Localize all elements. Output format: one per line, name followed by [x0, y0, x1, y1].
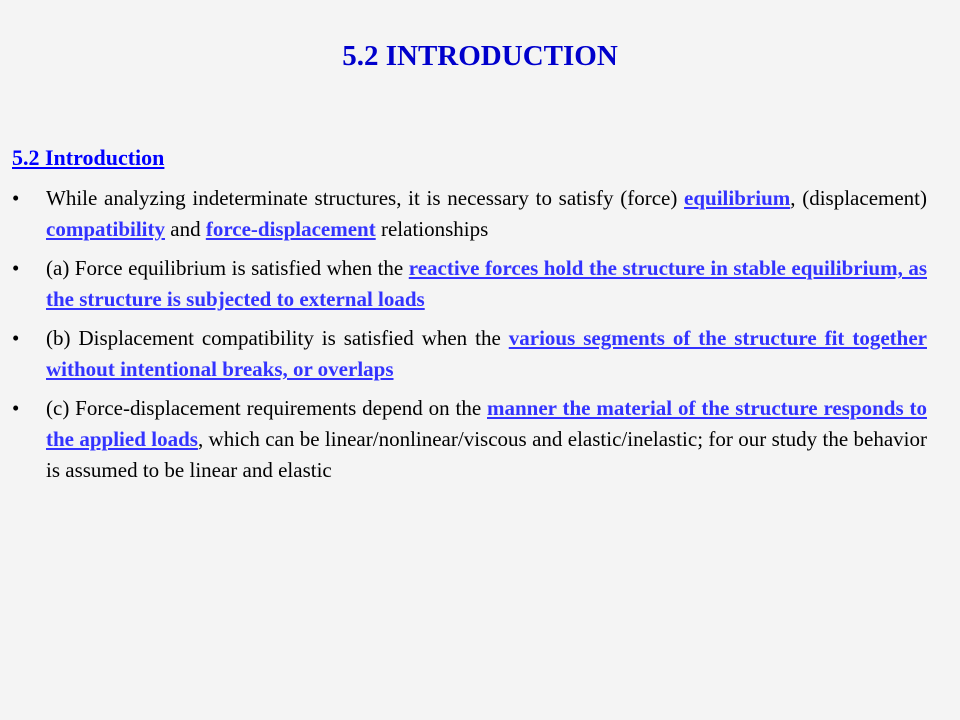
- highlighted-term: various segments of the structure fit together without intentional breaks, or overlaps: [46, 326, 927, 381]
- bullet-text: [46, 326, 927, 381]
- bullet-dot: •: [12, 256, 20, 280]
- bullet-text: [46, 256, 927, 311]
- bullet-dot: •: [12, 326, 20, 350]
- highlighted-term: reactive forces hold the structure in stable equilibrium, as the structure is subjected to external loads: [46, 256, 927, 311]
- text-segment: (c) Force-displacement requirements depend on the: [46, 396, 487, 420]
- text-segment: and: [165, 217, 206, 241]
- bullet-item: [12, 393, 927, 486]
- bullet-item: [12, 183, 927, 245]
- text-segment: (a) Force equilibrium is satisfied when the: [46, 256, 409, 280]
- bullet-list: [12, 183, 927, 494]
- section-heading: 5.2 Introduction: [12, 145, 165, 170]
- bullet-dot: •: [12, 186, 20, 210]
- text-segment: , (displacement): [790, 186, 927, 210]
- bullet-item: [12, 323, 927, 385]
- text-segment: , which can be linear/nonlinear/viscous and elastic/inelastic; for our study the behavior is assumed to be linear and elastic: [46, 427, 927, 482]
- text-segment: relationships: [375, 217, 489, 241]
- highlighted-term: manner the material of the structure responds to the applied loads: [46, 396, 927, 451]
- text-segment: While analyzing indeterminate structures, it is necessary to satisfy (force): [46, 186, 685, 210]
- bullet-item: [12, 253, 927, 315]
- highlighted-term: compatibility: [46, 217, 165, 241]
- text-segment: (b) Displacement compatibility is satisfied when the: [46, 326, 509, 350]
- highlighted-term: force-displacement: [205, 217, 376, 241]
- highlighted-term: equilibrium: [684, 186, 791, 210]
- slide-title: 5.2 INTRODUCTION: [342, 40, 618, 72]
- bullet-dot: •: [12, 396, 20, 420]
- bullet-text: [46, 186, 927, 241]
- bullet-text: [46, 396, 927, 482]
